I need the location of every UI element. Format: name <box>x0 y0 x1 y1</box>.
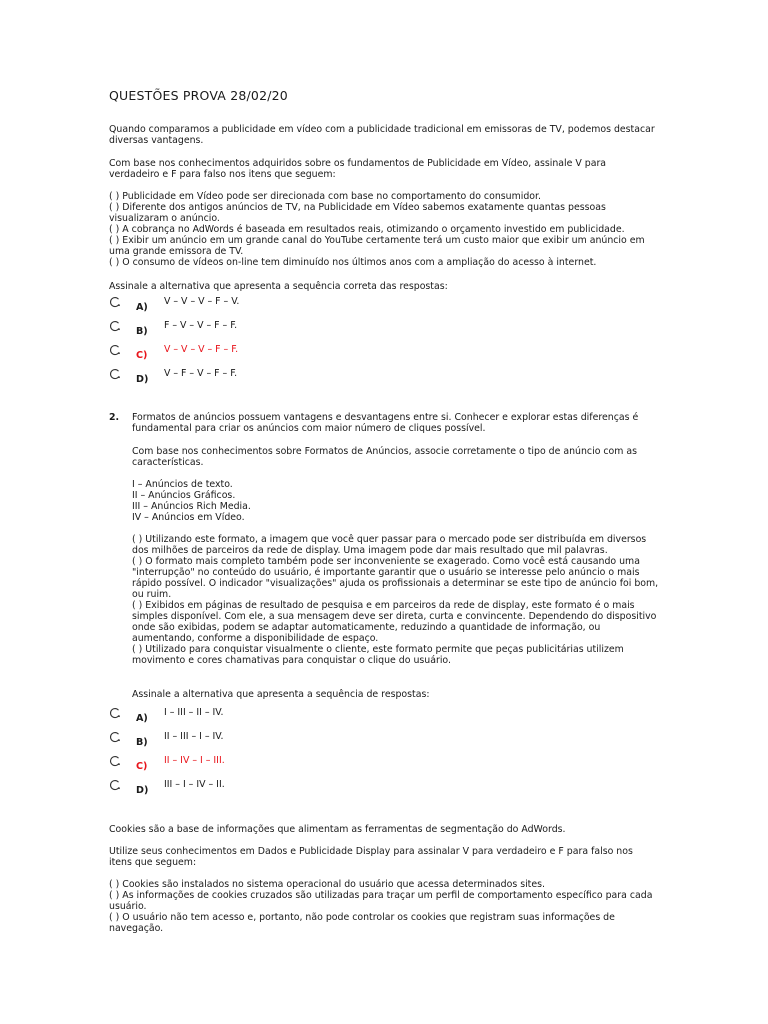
radio-icon[interactable] <box>109 707 121 719</box>
q2-instruction: Com base nos conhecimentos sobre Formatos de Anúncios, associe corretamente o tipo de anúncio com as características. <box>132 446 638 468</box>
q2-items <box>132 534 662 666</box>
option-text: II – IV – I – III. <box>164 755 225 766</box>
q2-item: ( ) Exibidos em páginas de resultado de pesquisa e em parceiros da rede de display, este formato é o mais simples disponível. Com ele, a sua mensagem deve ser direta, curta e convincente. Dependendo do dispositivo onde são exibidas, podem se adaptar automaticamente, reduzindo a quantidade de informação, ou aumentando, conforme a disponibilidade de espaço. <box>132 600 657 644</box>
q2-type: IV – Anúncios em Vídeo. <box>132 512 245 523</box>
option-text: III – I – IV – II. <box>164 779 225 790</box>
option-letter: A) <box>136 302 148 313</box>
q1-item: ( ) Publicidade em Vídeo pode ser direcionada com base no comportamento do consumidor. <box>109 191 541 202</box>
option-letter: A) <box>136 713 148 724</box>
q1-item: ( ) Diferente dos antigos anúncios de TV, na Publicidade em Vídeo sabemos exatamente quantas pessoas visualizaram o anúncio. <box>109 202 606 224</box>
q2-types <box>132 479 660 523</box>
q2-item: ( ) Utilizando este formato, a imagem que você quer passar para o mercado pode ser distribuída em diversos dos milhões de parceiros da rede de display. Uma imagem pode dar mais resultado que mil palavras. <box>132 534 647 556</box>
q3-instruction: Utilize seus conhecimentos em Dados e Publicidade Display para assinalar V para verdadeiro e F para falso nos itens que seguem: <box>109 846 633 868</box>
option-letter: D) <box>136 785 149 796</box>
q1-prompt: Assinale a alternativa que apresenta a sequência correta das respostas: <box>109 281 448 292</box>
q2-prompt: Assinale a alternativa que apresenta a sequência de respostas: <box>132 689 430 700</box>
radio-icon[interactable] <box>109 731 121 743</box>
q2-type: I – Anúncios de texto. <box>132 479 233 490</box>
q1-item: ( ) A cobrança no AdWords é baseada em resultados reais, otimizando o orçamento investido em publicidade. <box>109 224 625 235</box>
question-number: 2. <box>109 412 120 423</box>
option-letter: B) <box>136 326 148 337</box>
q3-intro: Cookies são a base de informações que alimentam as ferramentas de segmentação do AdWords. <box>109 824 566 835</box>
option-letter: D) <box>136 374 149 385</box>
q1-item: ( ) Exibir um anúncio em um grande canal do YouTube certamente terá um custo maior que exibir um anúncio em uma grande emissora de TV. <box>109 235 645 257</box>
radio-icon[interactable] <box>109 296 121 308</box>
option-letter: B) <box>136 737 148 748</box>
q2-type: II – Anúncios Gráficos. <box>132 490 236 501</box>
radio-icon[interactable] <box>109 368 121 380</box>
option-text: II – III – I – IV. <box>164 731 224 742</box>
q3-item: ( ) As informações de cookies cruzados são utilizadas para traçar um perfil de comportamento específico para cada usuário. <box>109 890 653 912</box>
option-text: F – V – V – F – F. <box>164 320 238 331</box>
q2-type: III – Anúncios Rich Media. <box>132 501 251 512</box>
q1-items <box>109 191 659 268</box>
option-text: V – V – V – F – F. <box>164 344 239 355</box>
q3-items <box>109 879 659 934</box>
radio-icon[interactable] <box>109 344 121 356</box>
radio-icon[interactable] <box>109 779 121 791</box>
q3-item: ( ) Cookies são instalados no sistema operacional do usuário que acessa determinados sites. <box>109 879 545 890</box>
q1-item: ( ) O consumo de vídeos on-line tem diminuído nos últimos anos com a ampliação do acesso à internet. <box>109 257 597 268</box>
option-text: V – V – V – F – V. <box>164 296 240 307</box>
page-title: QUESTÕES PROVA 28/02/20 <box>109 88 288 103</box>
q2-item: ( ) Utilizado para conquistar visualmente o cliente, este formato permite que peças publicitárias utilizem movimento e cores chamativas para conquistar o clique do usuário. <box>132 644 624 666</box>
option-letter: C) <box>136 350 148 361</box>
option-text: I – III – II – IV. <box>164 707 224 718</box>
q3-item: ( ) O usuário não tem acesso e, portanto, não pode controlar os cookies que registram suas informações de navegação. <box>109 912 615 934</box>
q2-intro: Formatos de anúncios possuem vantagens e desvantagens entre si. Conhecer e explorar estas diferenças é fundamental para criar os anúncios com maior número de cliques possível. <box>132 412 639 434</box>
q1-instruction: Com base nos conhecimentos adquiridos sobre os fundamentos de Publicidade em Vídeo, assinale V para verdadeiro e F para falso nos itens que seguem: <box>109 158 607 180</box>
option-text: V – F – V – F – F. <box>164 368 238 379</box>
radio-icon[interactable] <box>109 755 121 767</box>
option-letter: C) <box>136 761 148 772</box>
q2-item: ( ) O formato mais completo também pode ser inconveniente se exagerado. Como você está causando uma "interrupção" no conteúdo do usuário, é importante garantir que o usuário se interesse pelo anúncio o mais rápido possível. O indicador "visualizações" ajuda os profissionais a determinar se este tipo de anúncio foi bom, ou ruim. <box>132 556 659 600</box>
q1-intro: Quando comparamos a publicidade em vídeo com a publicidade tradicional em emissoras de TV, podemos destacar diversas vantagens. <box>109 124 655 146</box>
radio-icon[interactable] <box>109 320 121 332</box>
